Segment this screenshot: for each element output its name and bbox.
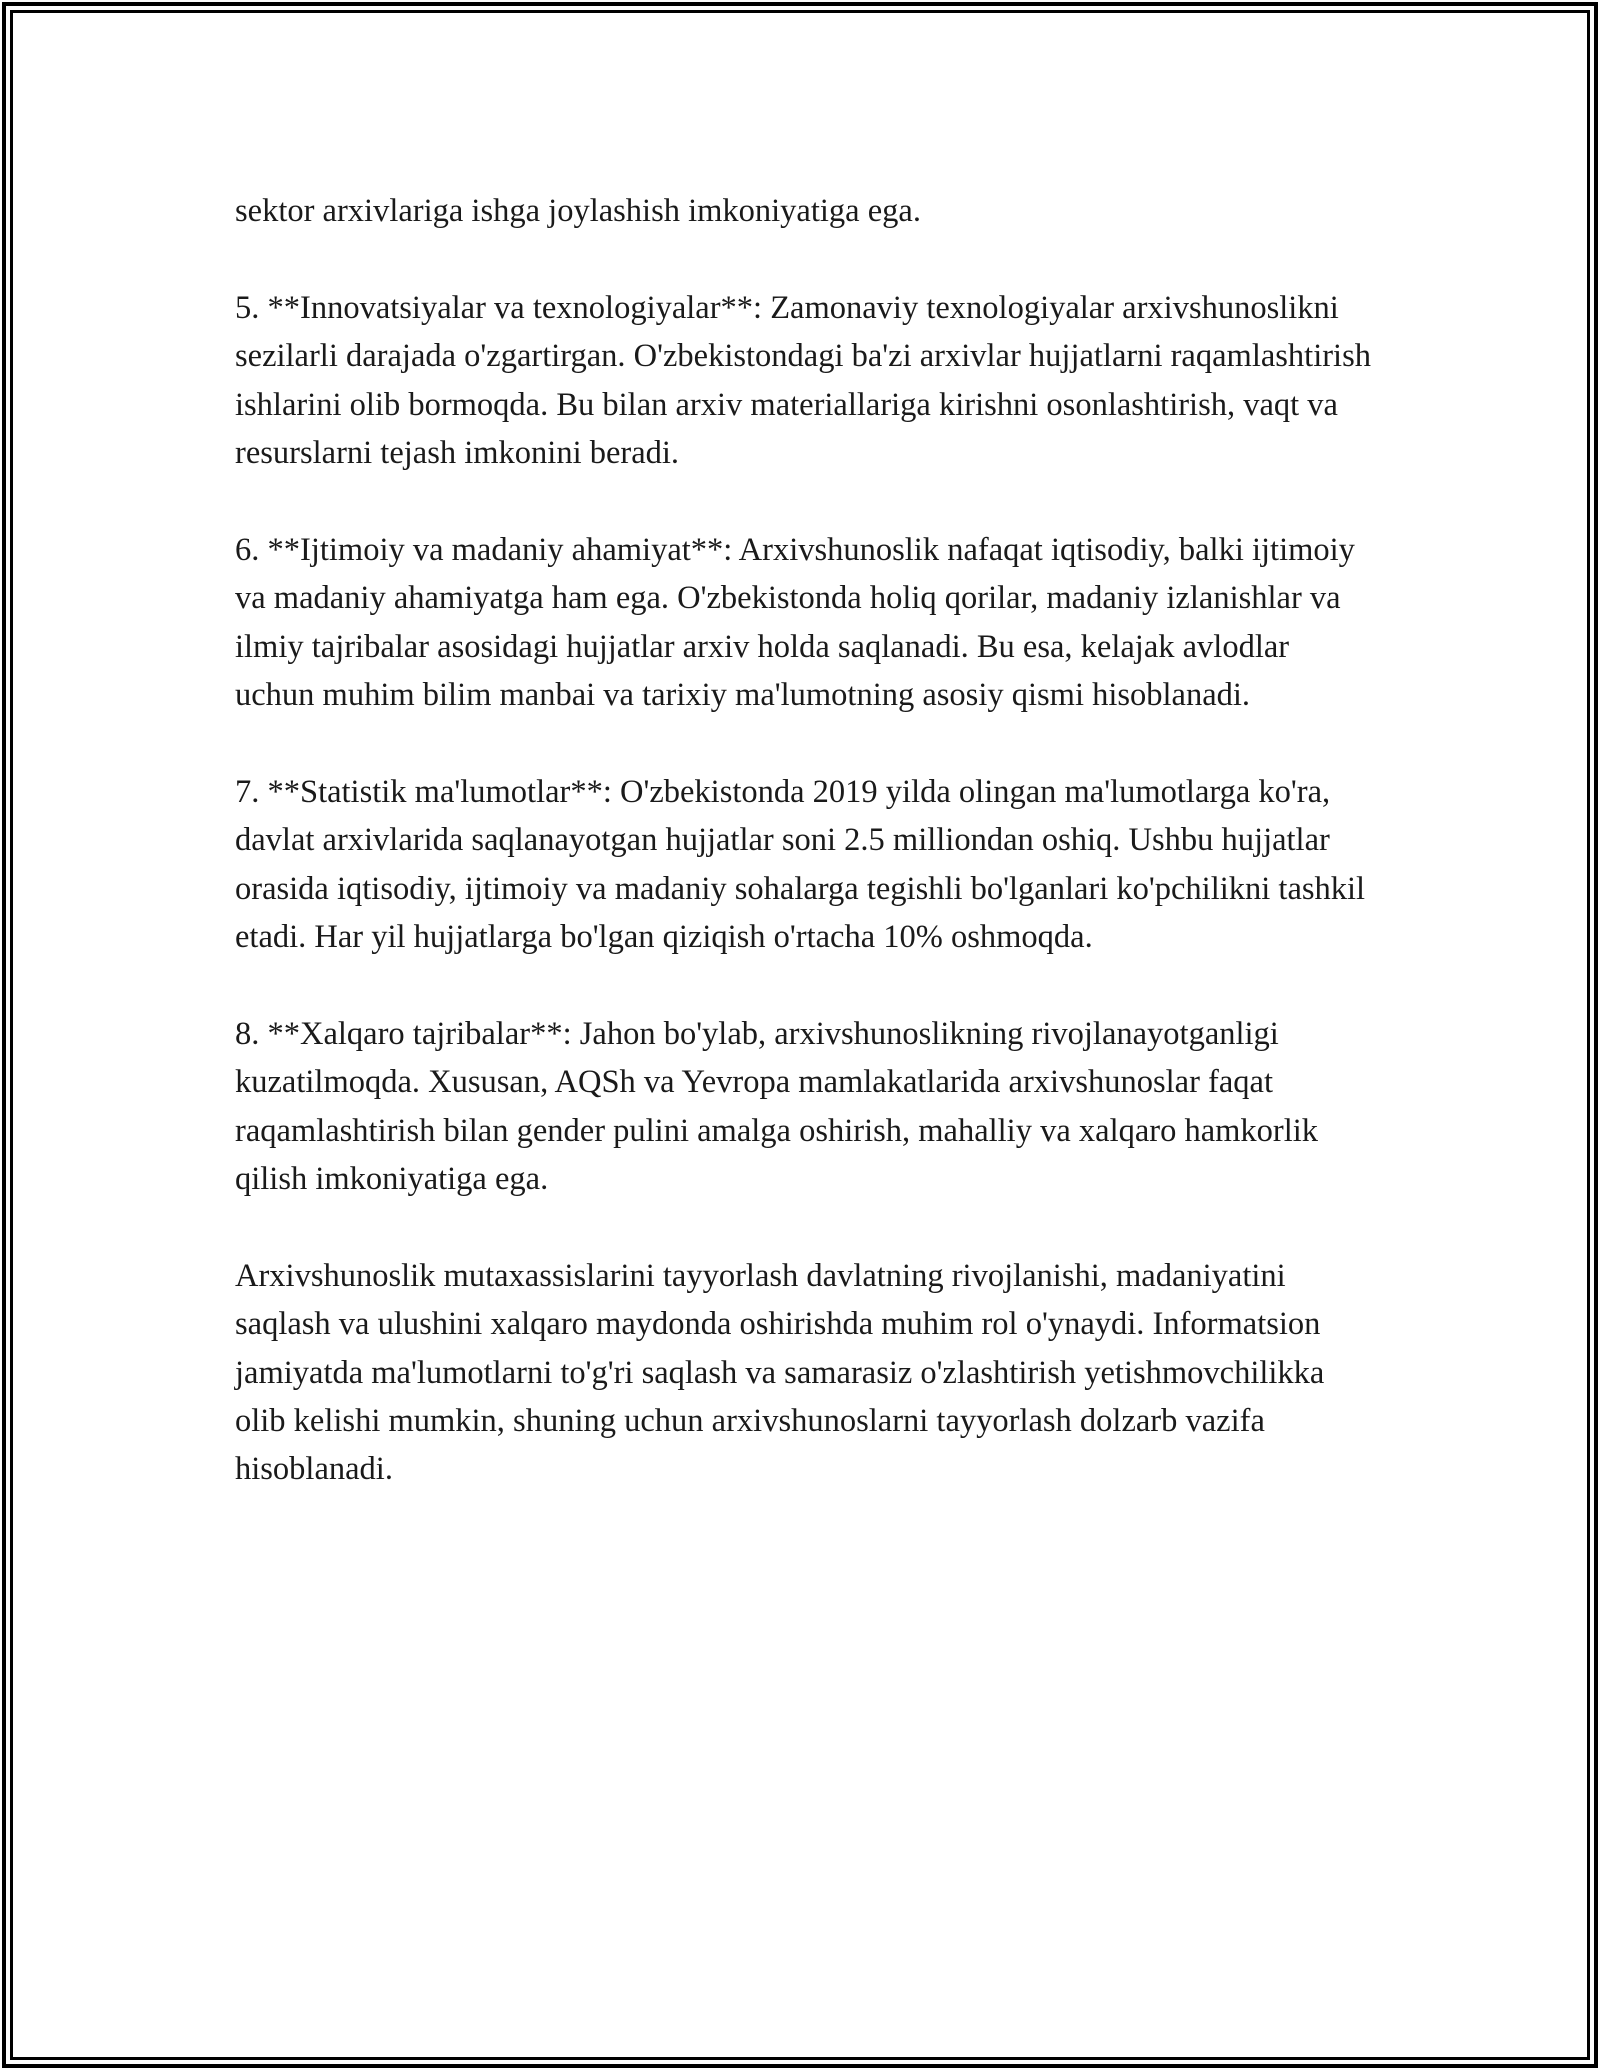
- paragraph-continuation: sektor arxivlariga ishga joylashish imkoniyatiga ega.: [235, 193, 921, 229]
- paragraph-item-6-social-cultural: 6. **Ijtimoiy va madaniy ahamiyat**: Arxivshunoslik nafaqat iqtisodiy, balki ijtimoiy va madaniy ahamiyatga ham ega. O'zbekistonda holiq qorilar, madaniy izlanishlar va ilmiy tajribalar asosidagi hujjatlar arxiv holda saqlanadi. Bu esa, kelajak avlodlar uchun muhim bilim manbai va tarixiy ma'lumotning asosiy qismi hisoblanadi.: [235, 531, 1355, 714]
- paragraph-item-7-statistics: 7. **Statistik ma'lumotlar**: O'zbekistonda 2019 yilda olingan ma'lumotlarga ko'ra, davlat arxivlarida saqlanayotgan hujjatlar soni 2.5 milliondan oshiq. Ushbu hujjatlar orasida iqtisodiy, ijtimoiy va madaniy sohalarga tegishli bo'lganlari ko'pchilikni tashkil etadi. Har yil hujjatlarga bo'lgan qiziqish o'rtacha 10% oshmoqda.: [235, 773, 1366, 956]
- paragraph-conclusion: Arxivshunoslik mutaxassislarini tayyorlash davlatning rivojlanishi, madaniyatini saqlash va ulushini xalqaro maydonda oshirishda muhim rol o'ynaydi. Informatsion jamiyatda ma'lumotlarni to'g'ri saqlash va samarasiz o'zlashtirish yetishmovchilikka olib kelishi mumkin, shuning uchun arxivshunoslarni tayyorlash dolzarb vazifa hisoblanadi.: [235, 1257, 1325, 1488]
- paragraph-item-5-innovations: 5. **Innovatsiyalar va texnologiyalar**: Zamonaviy texnologiyalar arxivshunoslikni sezilarli darajada o'zgartirgan. O'zbekistondagi ba'zi arxivlar hujjatlarni raqamlashtirish ishlarini olib bormoqda. Bu bilan arxiv materiallariga kirishni osonlashtirish, vaqt va resurslarni tejash imkonini beradi.: [235, 289, 1371, 472]
- document-body: [235, 187, 1375, 1542]
- paragraph-item-8-international: 8. **Xalqaro tajribalar**: Jahon bo'ylab, arxivshunoslikning rivojlanayotganligi kuzatilmoqda. Xususan, AQSh va Yevropa mamlakatlarida arxivshunoslar faqat raqamlashtirish bilan gender pulini amalga oshirish, mahalliy va xalqaro hamkorlik qilish imkoniyatiga ega.: [235, 1015, 1319, 1198]
